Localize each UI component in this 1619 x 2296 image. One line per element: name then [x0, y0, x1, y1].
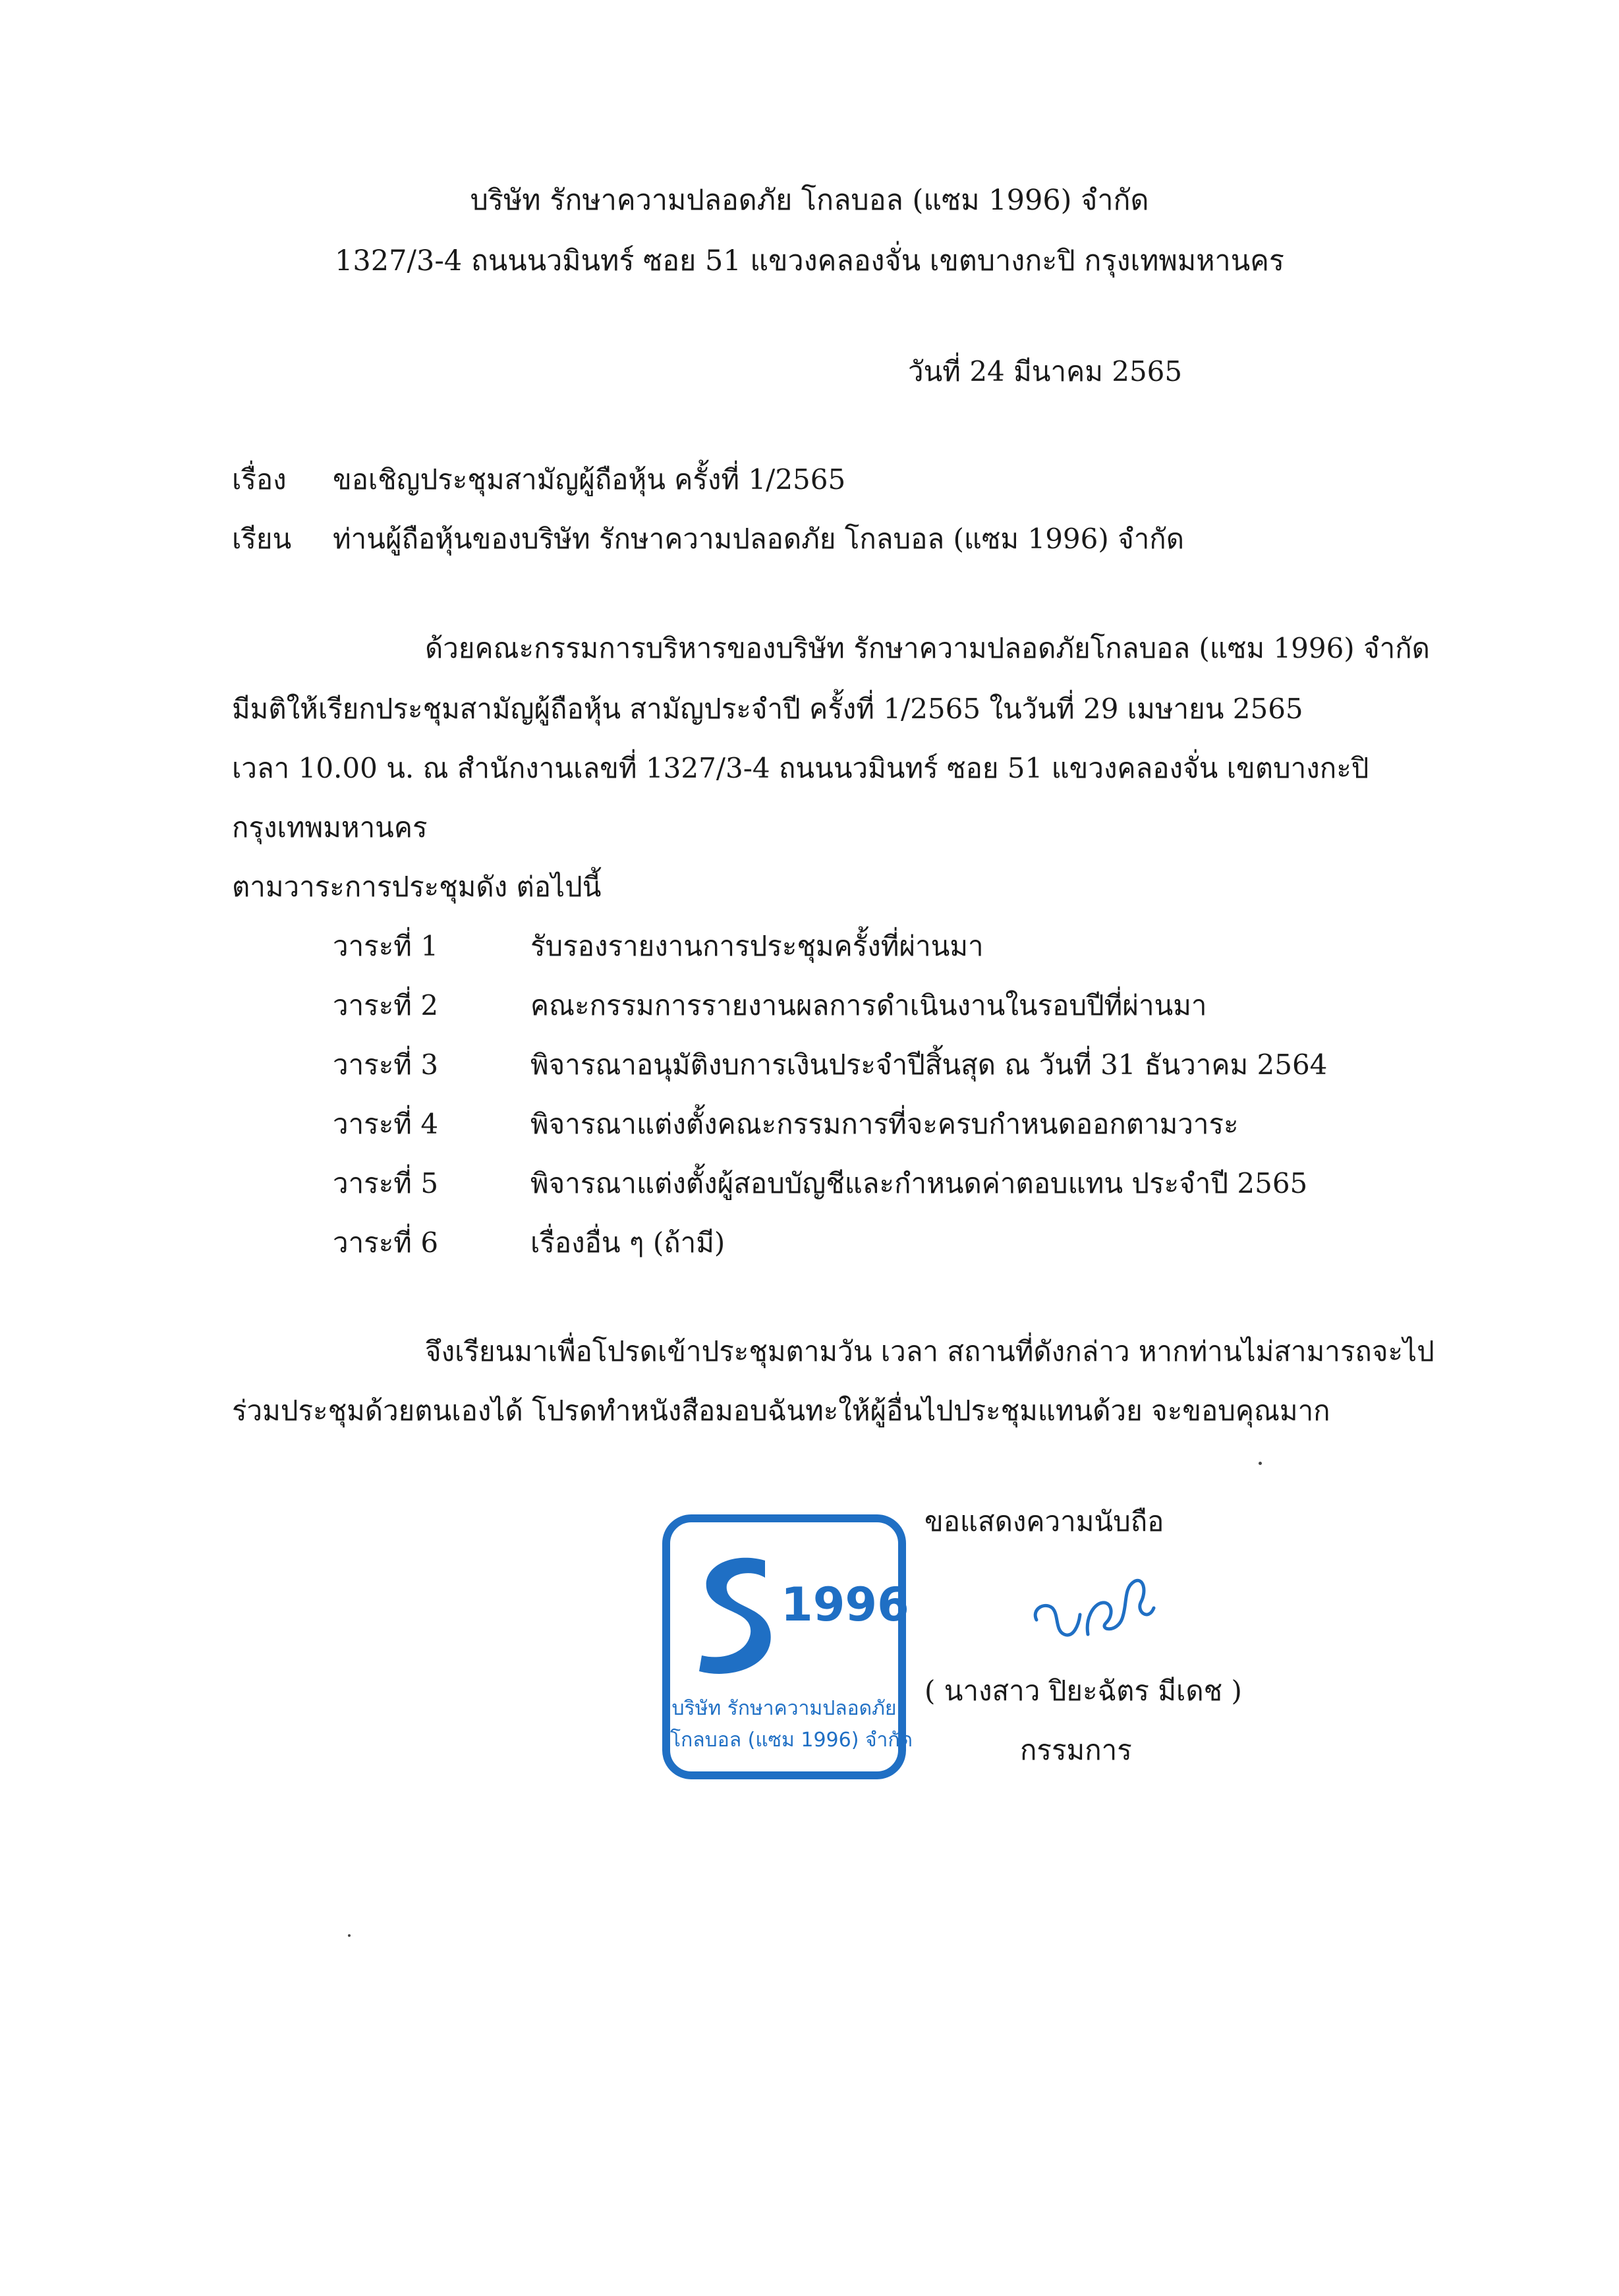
agenda-item [333, 1110, 1387, 1143]
s-wave-logo-icon [687, 1549, 786, 1680]
agenda-label: วาระที่ 3 [333, 1048, 439, 1081]
subject-text: ขอเชิญประชุมสามัญผู้ถือหุ้น ครั้งที่ 1/2565 [333, 463, 846, 496]
handwritten-signature-icon [1025, 1562, 1170, 1661]
body-line-1: ด้วยคณะกรรมการบริหารของบริษัท รักษาความปลอดภัยโกลบอล (แซม 1996) จำกัด [425, 632, 1430, 664]
agenda-text: คณะกรรมการรายงานผลการดำเนินงานในรอบปีที่ผ่านมา [530, 989, 1207, 1021]
agenda-item [333, 1226, 1387, 1262]
agenda-item [333, 989, 1387, 1025]
agenda-label: วาระที่ 6 [333, 1226, 439, 1259]
stamp-line-1: บริษัท รักษาความปลอดภัย [671, 1697, 897, 1720]
agenda-label: วาระที่ 4 [333, 1108, 439, 1140]
subject-label: เรื่อง [232, 463, 287, 496]
body-line-2: มีมติให้เรียกประชุมสามัญผู้ถือหุ้น สามัญประจำปี ครั้งที่ 1/2565 ในวันที่ 29 เมษายน 2565 [232, 693, 1303, 725]
company-stamp [662, 1514, 913, 1779]
agenda-text: เรื่องอื่น ๆ (ถ้ามี) [530, 1226, 725, 1259]
agenda-label: วาระที่ 2 [333, 989, 439, 1021]
signatory-title: กรรมการ [1020, 1734, 1132, 1766]
body-line-5: ตามวาระการประชุมดัง ต่อไปนี้ [232, 871, 602, 903]
ink-speck [348, 1934, 351, 1937]
agenda-item [333, 1048, 1387, 1084]
closing-line-2: ร่วมประชุมด้วยตนเองได้ โปรดทำหนังสือมอบฉันทะให้ผู้อื่นไปประชุมแทนด้วย จะขอบคุณมาก [232, 1394, 1330, 1427]
body-line-3: เวลา 10.00 น. ณ สำนักงานเลขที่ 1327/3-4 ถนนนวมินทร์ ซอย 51 แขวงคลองจั่น เขตบางกะปิ [232, 752, 1369, 784]
agenda-item [333, 1167, 1387, 1203]
agenda-text: พิจารณาแต่งตั้งคณะกรรมการที่จะครบกำหนดออกตามวาระ [530, 1108, 1239, 1140]
letter-date: วันที่ 24 มีนาคม 2565 [908, 355, 1183, 387]
recipient-text: ท่านผู้ถือหุ้นของบริษัท รักษาความปลอดภัย โกลบอล (แซม 1996) จำกัด [333, 523, 1184, 555]
agenda-text: รับรองรายงานการประชุมครั้งที่ผ่านมา [530, 930, 984, 962]
recipient-label: เรียน [232, 523, 292, 555]
agenda-label: วาระที่ 1 [333, 930, 439, 962]
ink-speck [1259, 1462, 1262, 1465]
agenda-text: พิจารณาแต่งตั้งผู้สอบบัญชีและกำหนดค่าตอบแทน ประจำปี 2565 [530, 1167, 1308, 1199]
agenda-text: พิจารณาอนุมัติงบการเงินประจำปีสิ้นสุด ณ วันที่ 31 ธันวาคม 2564 [530, 1048, 1328, 1081]
signatory-name: ( นางสาว ปิยะฉัตร มีเดช ) [924, 1675, 1242, 1707]
stamp-year: 1996 [781, 1578, 909, 1632]
company-address: 1327/3-4 ถนนนวมินทร์ ซอย 51 แขวงคลองจั่น เขตบางกะปิ กรุงเทพมหานคร [335, 244, 1284, 277]
body-line-4: กรุงเทพมหานคร [232, 811, 428, 844]
regards: ขอแสดงความนับถือ [924, 1505, 1164, 1537]
stamp-line-2: โกลบอล (แซม 1996) จำกัด [670, 1729, 913, 1752]
agenda-item [333, 930, 1387, 965]
agenda-label: วาระที่ 5 [333, 1167, 439, 1199]
company-name: บริษัท รักษาความปลอดภัย โกลบอล (แซม 1996) จำกัด [470, 184, 1149, 217]
closing-line-1: จึงเรียนมาเพื่อโปรดเข้าประชุมตามวัน เวลา สถานที่ดังกล่าว หากท่านไม่สามารถจะไป [425, 1335, 1434, 1367]
